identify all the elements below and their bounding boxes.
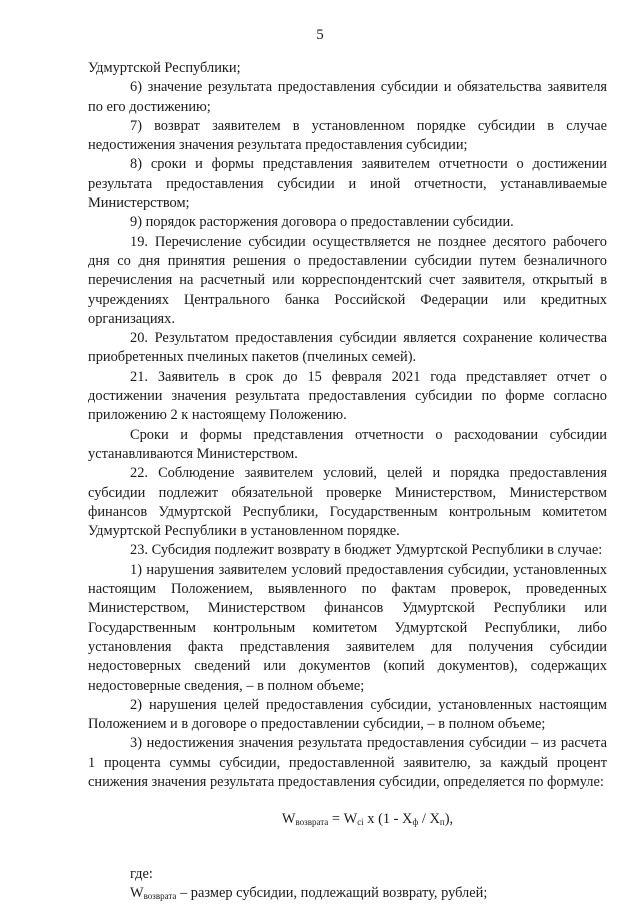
formula-w-subscript: возврата bbox=[295, 817, 329, 828]
paragraph: 3) недостижения значения результата предоставления субсидии – из расчета 1 процента суммы субсидии, предоставленной заявителю, за каждый процент снижения значения результата предоставления субсидии, определяется по формуле: bbox=[88, 735, 607, 790]
definition bbox=[88, 884, 607, 906]
formula-wci-subscript: ci bbox=[357, 817, 364, 828]
paragraph: 21. Заявитель в срок до 15 февраля 2021 года представляет отчет о достижении значения результата предоставления субсидии по форме согласно приложению 2 к настоящему Положению. bbox=[88, 368, 607, 424]
paragraph: 2) нарушения целей предоставления субсидии, установленных настоящим Положением и в договоре о предоставлении субсидии, – в полном объеме; bbox=[88, 696, 607, 733]
paragraph: 6) значение результата предоставления субсидии и обязательства заявителя по его достижению; bbox=[88, 79, 607, 115]
paragraph: Сроки и формы представления отчетности о расходовании субсидии устанавливаются Министерством. bbox=[88, 426, 607, 462]
formula-slash: / X bbox=[418, 811, 440, 828]
definition-text: – размер субсидии, подлежащий возврату, рублей; bbox=[176, 884, 488, 901]
formula-xf-subscript: ф bbox=[412, 817, 419, 828]
paragraph: 23. Субсидия подлежит возврату в бюджет Удмуртской Республики в случае: bbox=[130, 542, 603, 559]
definition-w-subscript: возврата bbox=[143, 890, 177, 901]
paragraph: 7) возврат заявителем в установленном порядке субсидии в случае недостижения значения результата предоставления субсидии; bbox=[88, 117, 607, 154]
paragraph: 22. Соблюдение заявителем условий, целей и порядка предоставления субсидии подлежит обязательной проверке Министерством, Министерством финансов Удмуртской Республики, Государственным контрольным комитетом Удмуртской Республики в установленном порядке. bbox=[88, 465, 607, 540]
formula-w: W bbox=[281, 811, 296, 828]
definition-w: W bbox=[130, 884, 144, 901]
paragraph: 20. Результатом предоставления субсидии является сохранение количества приобретенных пчелиных пакетов (пчелиных семей). bbox=[88, 330, 607, 366]
paragraph: 19. Перечисление субсидии осуществляется не позднее десятого рабочего дня со дня принятия решения о предоставлении субсидии путем безналичного перечисления на расчетный или корреспондентский счет заявителя, открытый в учреждениях Центрального банка Российской Федерации или кредитных организациях. bbox=[88, 233, 607, 327]
document-body bbox=[88, 59, 607, 906]
formula-rest: x (1 - X bbox=[363, 811, 413, 828]
paragraph: Удмуртской Республики; bbox=[88, 60, 241, 76]
where-label: где: bbox=[130, 865, 153, 882]
paragraph: 9) порядок расторжения договора о предоставлении субсидии. bbox=[130, 214, 514, 231]
formula-eq: = W bbox=[328, 811, 358, 828]
formula-xp-subscript: п bbox=[439, 817, 445, 828]
paragraph: 8) сроки и формы представления заявителем отчетности о достижении результата предоставления субсидии и иной отчетности, устанавливаемые Министерством; bbox=[88, 156, 607, 212]
formula-end: ), bbox=[444, 811, 454, 828]
page-number: 5 bbox=[316, 27, 324, 43]
formula bbox=[88, 810, 607, 832]
paragraph: 1) нарушения заявителем условий предоставления субсидии, установленных настоящим Положением, выявленного по фактам проверок, проведенных Министерством, Министерством финансов Удмуртской Республики или Государственным контрольным комитетом Удмуртской Республики, либо установления факта представления заявителем для получения субсидии недостоверных сведений или документов (копий документов), содержащих недостоверные сведения, – в полном объеме; bbox=[88, 561, 607, 694]
